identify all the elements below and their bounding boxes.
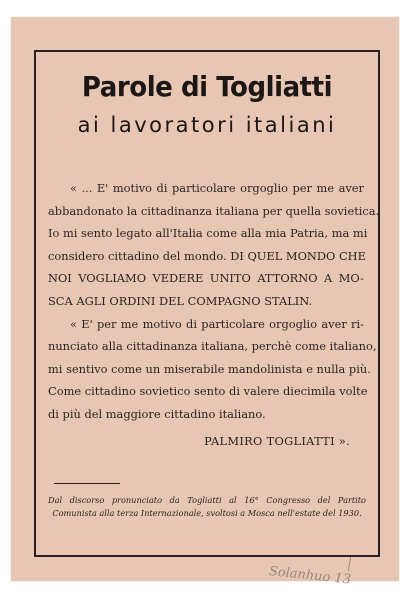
quote-line: « E' per me motivo di particolare orgoglio aver ri- (70, 316, 364, 331)
quote-line: NOI VOGLIAMO VEDERE UNITO ATTORNO A MO- (48, 271, 364, 286)
quote-line: Come cittadino sovietico sento di valere diecimila volte (48, 384, 368, 399)
footnote-line: Comunista alla terza Internazionale, svoltosi a Mosca nell'estate del 1930. (52, 508, 362, 518)
quote-paragraph-1 (48, 177, 380, 313)
quote-line: nunciato alla cittadinanza italiana, perchè come italiano, (48, 339, 377, 354)
quote-line: abbandonato la cittadinanza italiana per quella sovietica. (48, 203, 380, 218)
quote-line: di più del maggiore cittadino italiano. (48, 406, 266, 421)
quote-line: « ... E' motivo di particolare orgoglio per me aver (70, 181, 364, 195)
quote-line: Io mi sento legato all'Italia come alla mia Patria, ma mi (48, 226, 368, 241)
quote-line: mi sentivo come un miserabile mandolinista e nulla più. (48, 361, 371, 376)
footnote-divider (54, 483, 120, 484)
signature: PALMIRO TOGLIATTI ». (204, 434, 350, 448)
handwritten-annotation: Solanhuo 13 (268, 564, 352, 588)
title-line-1: Parole di Togliatti (81, 70, 333, 103)
leaflet-sheet (11, 17, 399, 588)
quote-body (48, 177, 380, 426)
quote-line: considero cittadino del mondo. DI QUEL MONDO CHE (48, 248, 366, 263)
title-line-2: ai lavoratori italiani (77, 113, 337, 137)
quote-paragraph-2 (48, 313, 377, 426)
quote-line: SCA AGLI ORDINI DEL COMPAGNO STALIN. (48, 293, 313, 308)
leaflet-border-frame (34, 50, 380, 557)
footnote-line: Dal discorso pronunciato da Togliatti al 16° Congresso del Partito (48, 495, 366, 505)
footnote (48, 494, 366, 520)
pencil-mark (348, 557, 351, 571)
